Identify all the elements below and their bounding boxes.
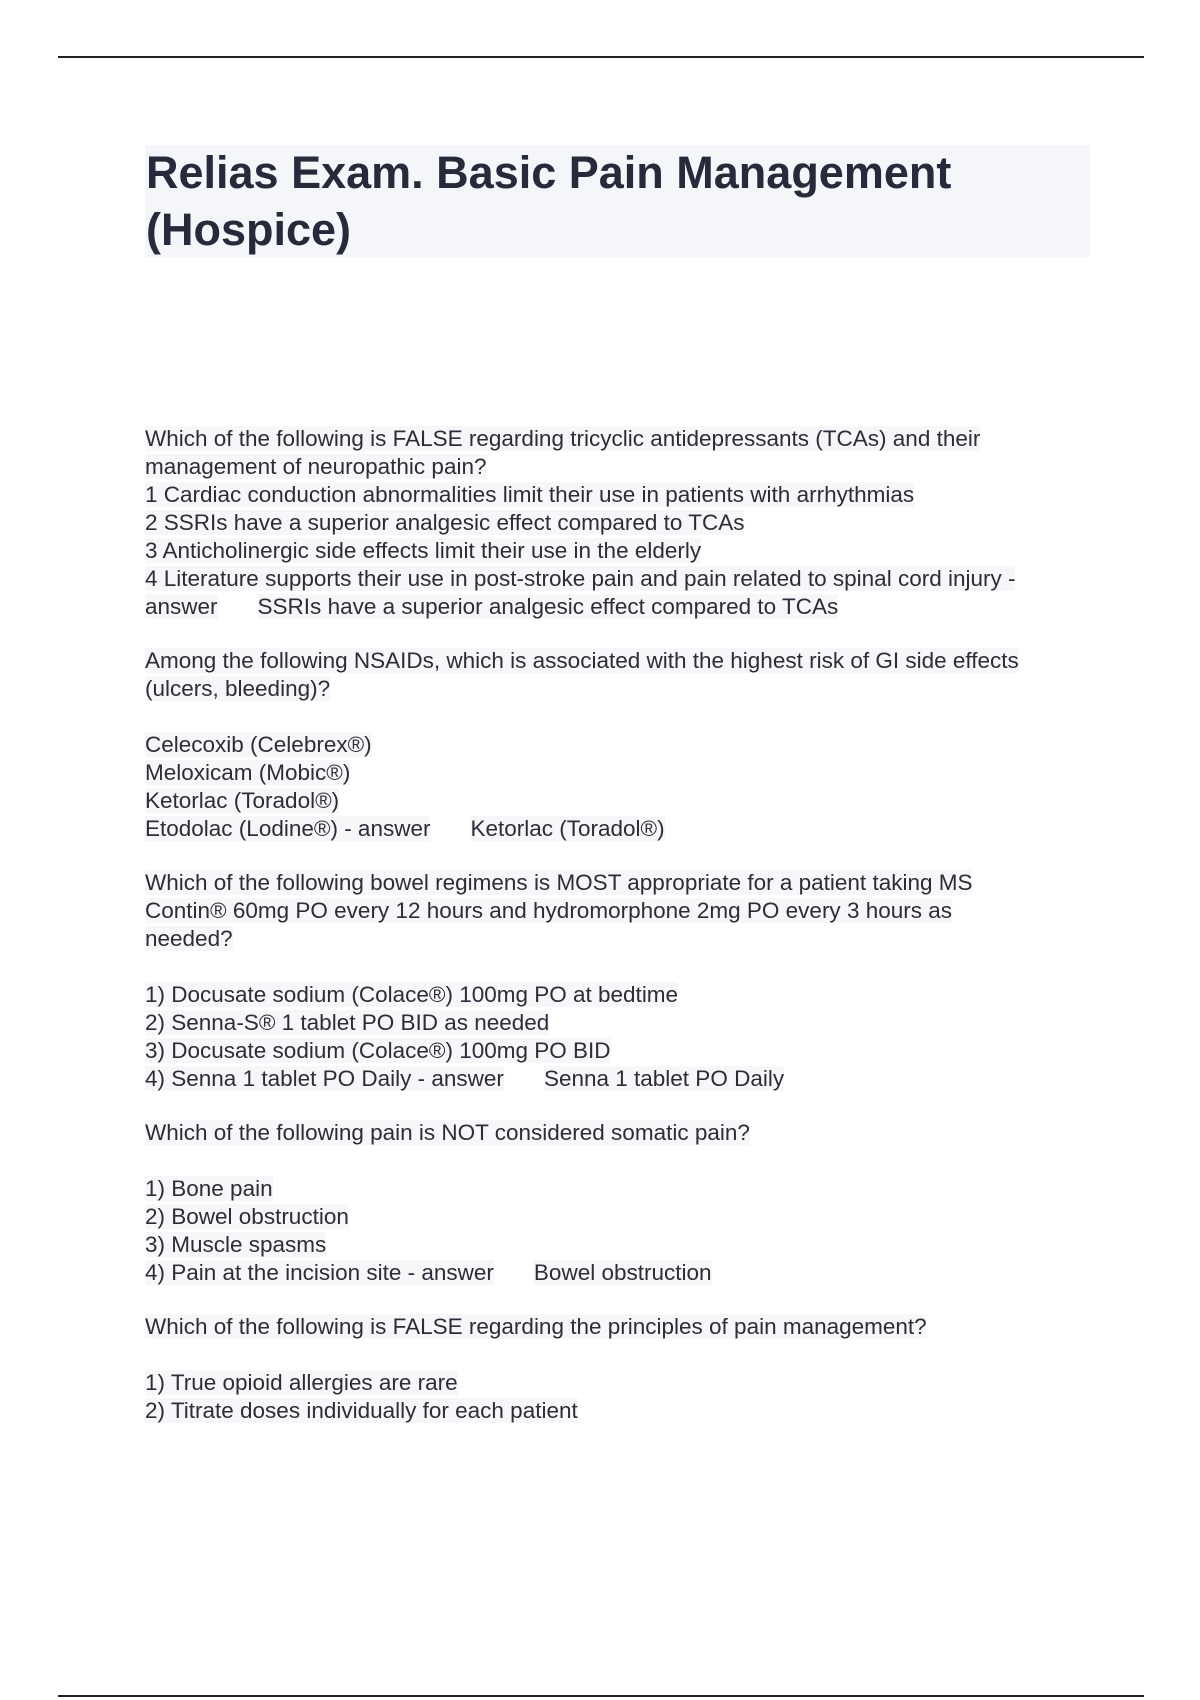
last-option: 4) Senna 1 tablet PO Daily - answer [145,1066,504,1091]
option: 1 Cardiac conduction abnormalities limit their use in patients with arrhythmias [145,482,915,507]
option: 1) Docusate sodium (Colace®) 100mg PO at bedtime [145,982,679,1007]
answer-text: Bowel obstruction [533,1260,712,1285]
question-stem-line: Which of the following bowel regimens is MOST appropriate for a patient taking MS [145,870,973,895]
answer-text: Ketorlac (Toradol®) [470,816,665,841]
option: Meloxicam (Mobic®) [145,760,351,785]
question-stem-line: Which of the following is FALSE regarding the principles of pain management? [145,1314,927,1339]
question-stem-line: Which of the following pain is NOT considered somatic pain? [145,1120,750,1145]
option: 2) Senna-S® 1 tablet PO BID as needed [145,1010,550,1035]
answer-text: Senna 1 tablet PO Daily [543,1066,785,1091]
option: Celecoxib (Celebrex®) [145,732,372,757]
option: 1) Bone pain [145,1176,273,1201]
question-5 [145,1313,1085,1425]
question-stem-line: Contin® 60mg PO every 12 hours and hydromorphone 2mg PO every 3 hours as [145,898,953,923]
page-title [146,144,1086,258]
question-2 [145,647,1085,843]
bottom-rule [58,1695,1144,1697]
option: 4 Literature supports their use in post-stroke pain and pain related to spinal cord injury - [145,566,1016,591]
option: 1) True opioid allergies are rare [145,1370,458,1395]
title-line-1: Relias Exam. Basic Pain Management [146,147,952,198]
top-rule [58,56,1144,58]
option: 3) Muscle spasms [145,1232,327,1257]
option: Ketorlac (Toradol®) [145,788,340,813]
title-line-2: (Hospice) [146,204,352,255]
question-stem-line: Among the following NSAIDs, which is associated with the highest risk of GI side effects [145,648,1019,673]
question-stem-line: Which of the following is FALSE regarding tricyclic antidepressants (TCAs) and their [145,426,981,451]
document-body [145,425,1085,1425]
answer-line [145,593,1085,621]
option: 3) Docusate sodium (Colace®) 100mg PO BID [145,1038,611,1063]
last-option: Etodolac (Lodine®) - answer [145,816,431,841]
question-stem-line: (ulcers, bleeding)? [145,676,331,701]
answer-prefix: answer [145,594,218,619]
answer-line [145,1259,1085,1287]
question-3 [145,869,1085,1093]
option: 2 SSRIs have a superior analgesic effect compared to TCAs [145,510,745,535]
last-option: 4) Pain at the incision site - answer [145,1260,494,1285]
question-1 [145,425,1085,621]
option: 2) Bowel obstruction [145,1204,349,1229]
option: 3 Anticholinergic side effects limit their use in the elderly [145,538,702,563]
answer-line [145,815,1085,843]
question-4 [145,1119,1085,1287]
answer-text: SSRIs have a superior analgesic effect compared to TCAs [257,594,839,619]
question-stem-line: management of neuropathic pain? [145,454,487,479]
answer-line [145,1065,1085,1093]
option: 2) Titrate doses individually for each patient [145,1398,578,1423]
question-stem-line: needed? [145,926,233,951]
